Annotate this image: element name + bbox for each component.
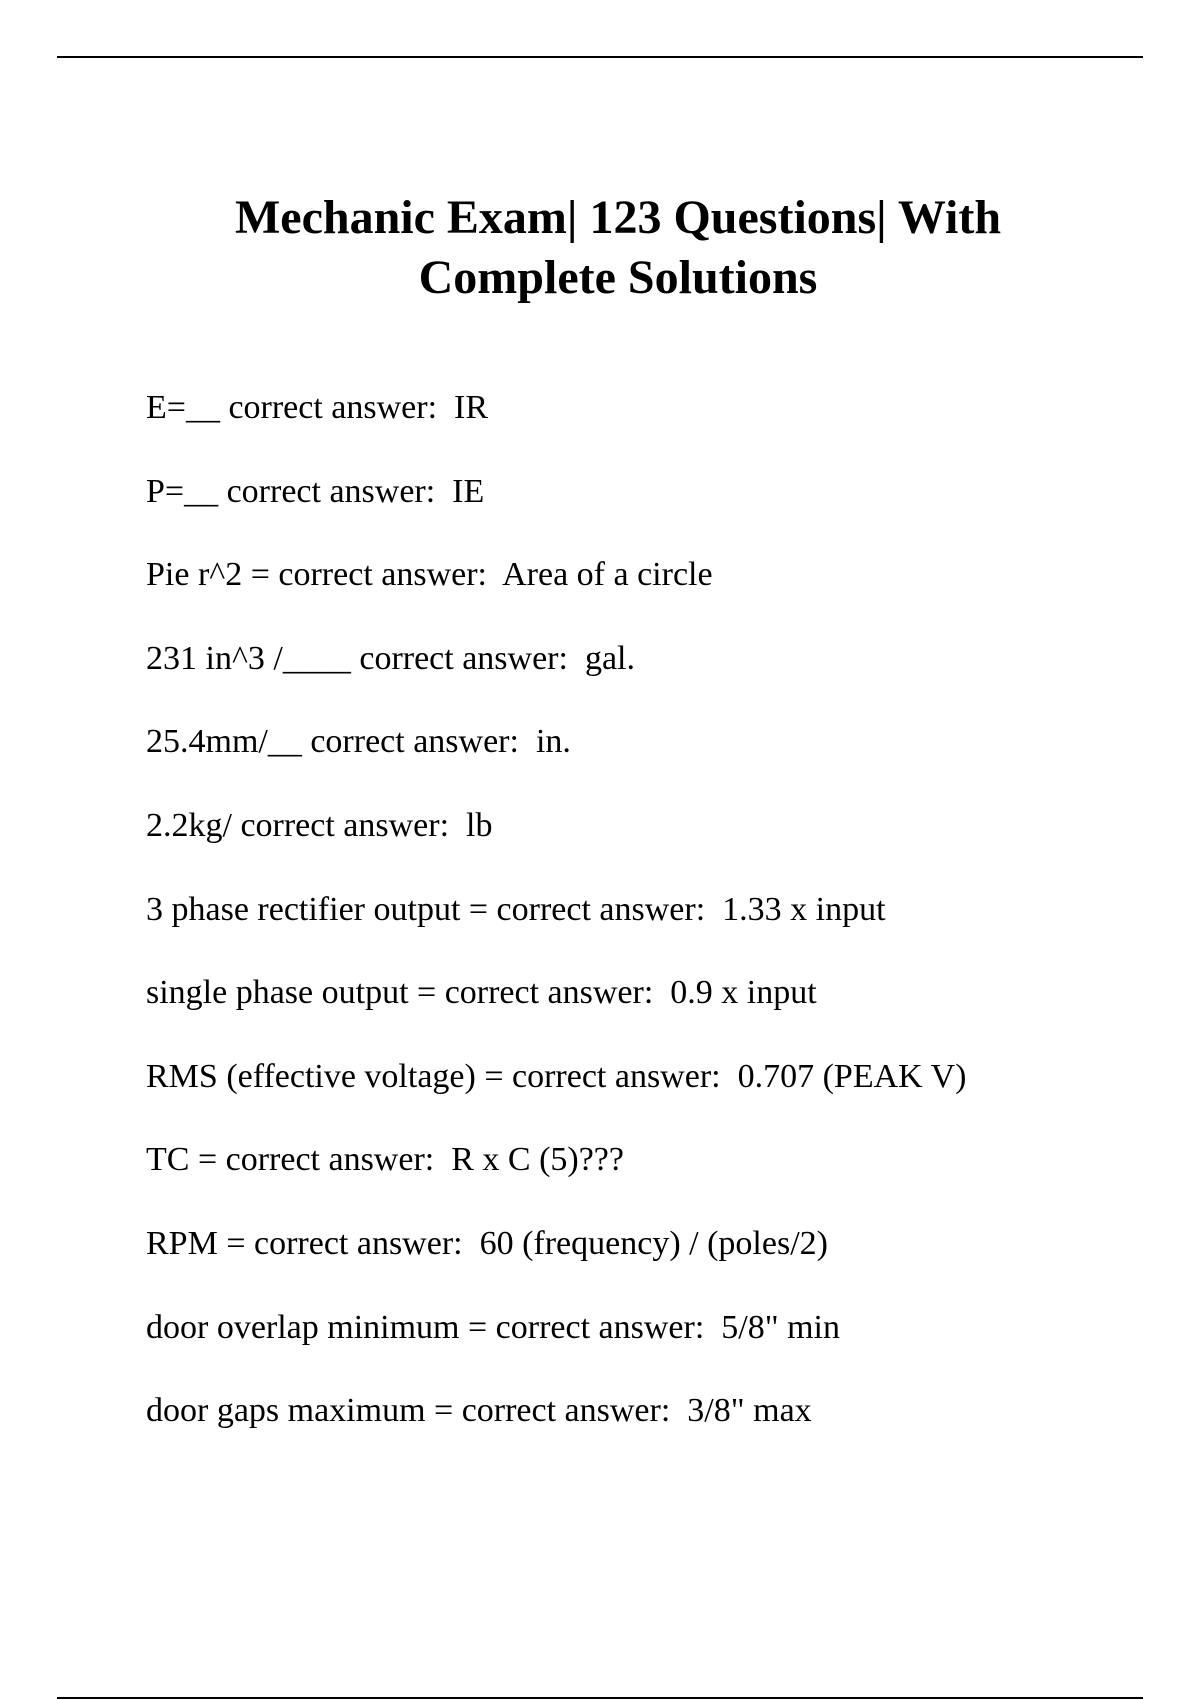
question-answer-list (146, 388, 1146, 1475)
qa-item-2: P=__ correct answer: IE (146, 472, 485, 510)
top-rule (57, 56, 1143, 58)
qa-item-12: door overlap minimum = correct answer: 5/8" min (146, 1308, 840, 1346)
qa-item-10: TC = correct answer: R x C (5)??? (146, 1141, 624, 1179)
bottom-rule (57, 1697, 1143, 1699)
qa-item-3: Pie r^2 = correct answer: Area of a circle (146, 556, 713, 594)
qa-item-11: RPM = correct answer: 60 (frequency) / (poles/2) (146, 1224, 828, 1262)
qa-item-1: E=__ correct answer: IR (146, 389, 489, 426)
qa-item-6: 2.2kg/ correct answer: lb (146, 806, 493, 844)
title-line-1: Mechanic Exam| 123 Questions| With (234, 191, 1002, 244)
qa-item-9: RMS (effective voltage) = correct answer: 0.707 (PEAK V) (146, 1057, 967, 1095)
qa-item-13: door gaps maximum = correct answer: 3/8" max (146, 1392, 812, 1430)
qa-item-8: single phase output = correct answer: 0.9 x input (146, 974, 817, 1012)
qa-item-7: 3 phase rectifier output = correct answer: 1.33 x input (146, 890, 886, 928)
qa-item-5: 25.4mm/__ correct answer: in. (146, 723, 571, 761)
qa-item-4: 231 in^3 /____ correct answer: gal. (146, 639, 635, 677)
title-line-2: Complete Solutions (418, 251, 818, 304)
document-title (0, 188, 1200, 308)
